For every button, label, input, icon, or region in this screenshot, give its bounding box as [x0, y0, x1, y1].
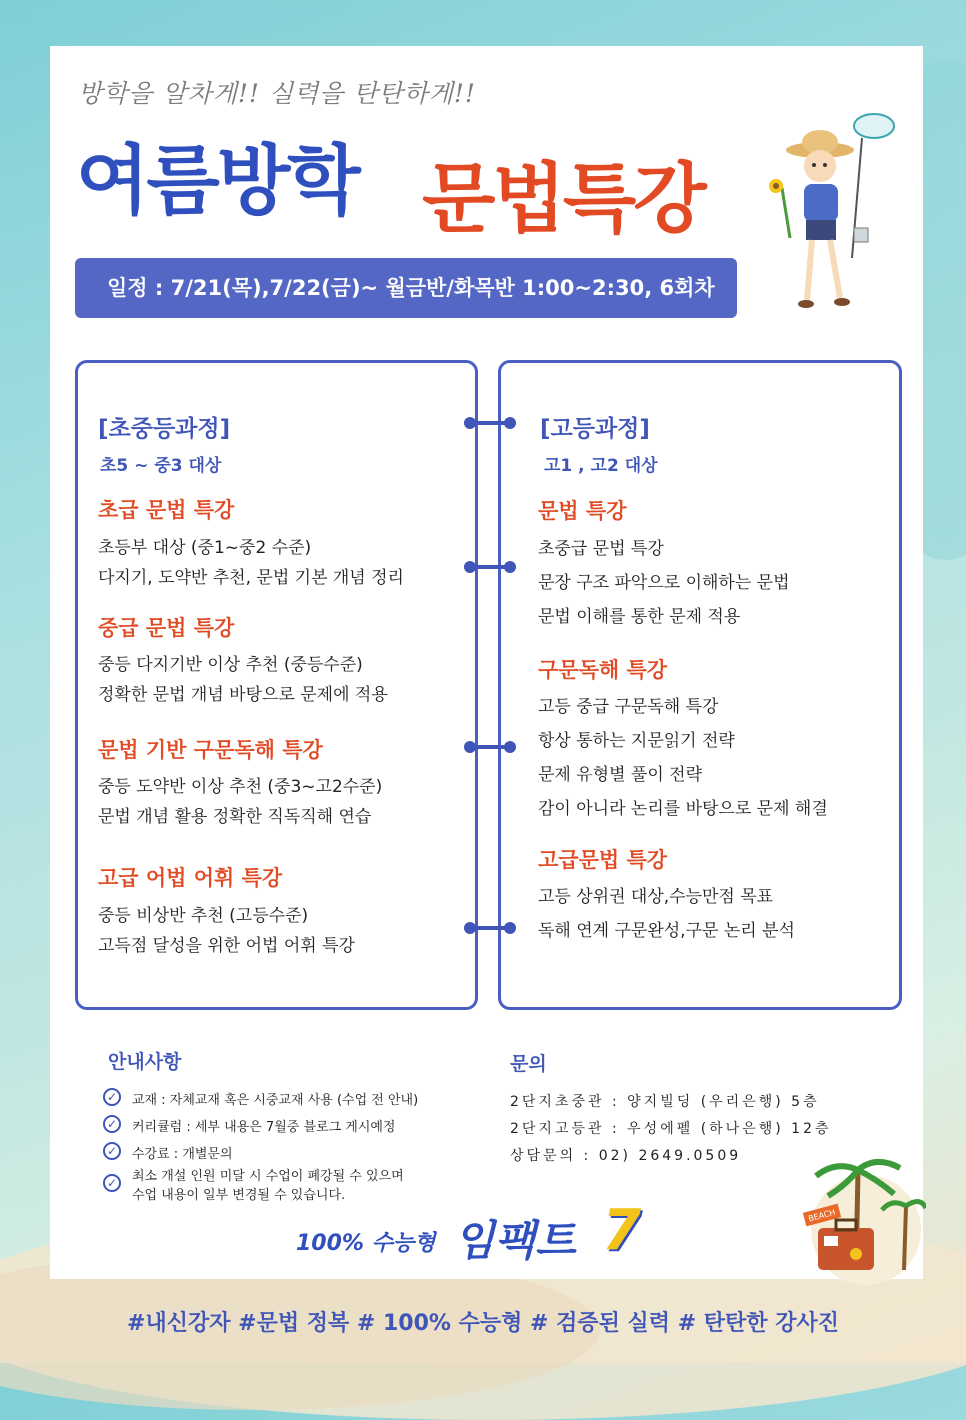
section-line: 문법 이해를 통한 문제 적용	[538, 607, 741, 627]
section-line: 정확한 문법 개념 바탕으로 문제에 적용	[98, 685, 388, 705]
section-line: 중등 비상반 추천 (고등수준)	[98, 906, 309, 926]
section-line: 초중급 문법 특강	[538, 539, 664, 559]
section-heading: 중급 문법 특강	[98, 616, 235, 640]
contact-phone: 상담문의 : 02) 2649.0509	[510, 1148, 742, 1164]
checkmark-icon: ✓	[103, 1088, 121, 1106]
checkmark-icon: ✓	[103, 1174, 121, 1192]
brand-name: 임팩트	[454, 1216, 576, 1265]
schedule-banner: 일정 : 7/21(목),7/22(금)~ 월금반/화목반 1:00~2:30, 6회차	[75, 258, 737, 318]
title-grammar-special: 문법특강	[422, 154, 704, 243]
notice-item: 교재 : 자체교재 혹은 시중교재 사용 (수업 전 안내)	[132, 1093, 419, 1108]
contact-line: 2단지고등관 : 우성에펠 (하나은행) 12층	[510, 1121, 832, 1137]
contact-title: 문의	[510, 1053, 547, 1075]
section-line: 문제 유형별 풀이 전략	[538, 765, 703, 785]
left-course-title: [초중등과정]	[98, 416, 231, 442]
section-line: 문장 구조 파악으로 이해하는 문법	[538, 573, 790, 593]
section-line: 독해 연계 구문완성,구문 논리 분석	[538, 921, 795, 941]
section-heading: 구문독해 특강	[538, 658, 668, 682]
section-line: 중등 도약반 이상 추천 (중3~고2수준)	[98, 777, 383, 797]
notice-item: 수업 내용이 일부 변경될 수 있습니다.	[132, 1188, 346, 1203]
section-line: 초등부 대상 (중1~중2 수준)	[98, 538, 312, 558]
boy-with-net-illustration	[762, 108, 902, 328]
section-line: 감이 아니라 논리를 바탕으로 문제 해결	[538, 799, 828, 819]
brand-number: 7	[602, 1198, 641, 1263]
title-summer-vacation: 여름방학	[76, 136, 358, 225]
section-line: 고등 중급 구문독해 특강	[538, 697, 719, 717]
beach-sign-text: BEACH	[807, 1207, 837, 1224]
right-course-title: [고등과정]	[540, 416, 650, 442]
brand-prefix: 100% 수능형	[296, 1231, 436, 1256]
section-line: 중등 다지기반 이상 추천 (중등수준)	[98, 655, 363, 675]
section-heading: 문법 특강	[538, 499, 627, 523]
panel-connector	[466, 745, 514, 749]
contact-line: 2단지초중관 : 양지빌딩 (우리은행) 5층	[510, 1094, 820, 1110]
section-line: 다지기, 도약반 추천, 문법 기본 개념 정리	[98, 568, 404, 588]
section-heading: 고급 어법 어휘 특강	[98, 866, 283, 890]
checkmark-icon: ✓	[103, 1142, 121, 1160]
section-line: 고득점 달성을 위한 어법 어휘 특강	[98, 936, 355, 956]
hashtags: #내신강자 #문법 정복 # 100% 수능형 # 검증된 실력 # 탄탄한 강사진	[127, 1311, 839, 1336]
notice-item: 커리큘럼 : 세부 내용은 7월중 블로그 게시예정	[132, 1120, 396, 1135]
section-line: 항상 통하는 지문읽기 전략	[538, 731, 735, 751]
notice-title: 안내사항	[108, 1051, 182, 1073]
section-heading: 고급문법 특강	[538, 848, 668, 872]
section-line: 고등 상위권 대상,수능만점 목표	[538, 887, 774, 907]
panel-connector	[466, 926, 514, 930]
panel-connector	[466, 565, 514, 569]
section-line: 문법 개념 활용 정확한 직독직해 연습	[98, 807, 372, 827]
right-course-target: 고1 , 고2 대상	[544, 456, 658, 476]
section-heading: 초급 문법 특강	[98, 498, 235, 522]
panel-connector	[466, 421, 514, 425]
left-course-target: 초5 ~ 중3 대상	[100, 456, 222, 476]
checkmark-icon: ✓	[103, 1115, 121, 1133]
notice-item: 최소 개설 인원 미달 시 수업이 폐강될 수 있으며	[132, 1169, 404, 1184]
section-heading: 문법 기반 구문독해 특강	[98, 738, 323, 762]
notice-item: 수강료 : 개별문의	[132, 1147, 233, 1162]
tagline: 방학을 알차게!! 실력을 탄탄하게!!	[78, 79, 476, 108]
beach-suitcase-illustration	[796, 1150, 926, 1285]
